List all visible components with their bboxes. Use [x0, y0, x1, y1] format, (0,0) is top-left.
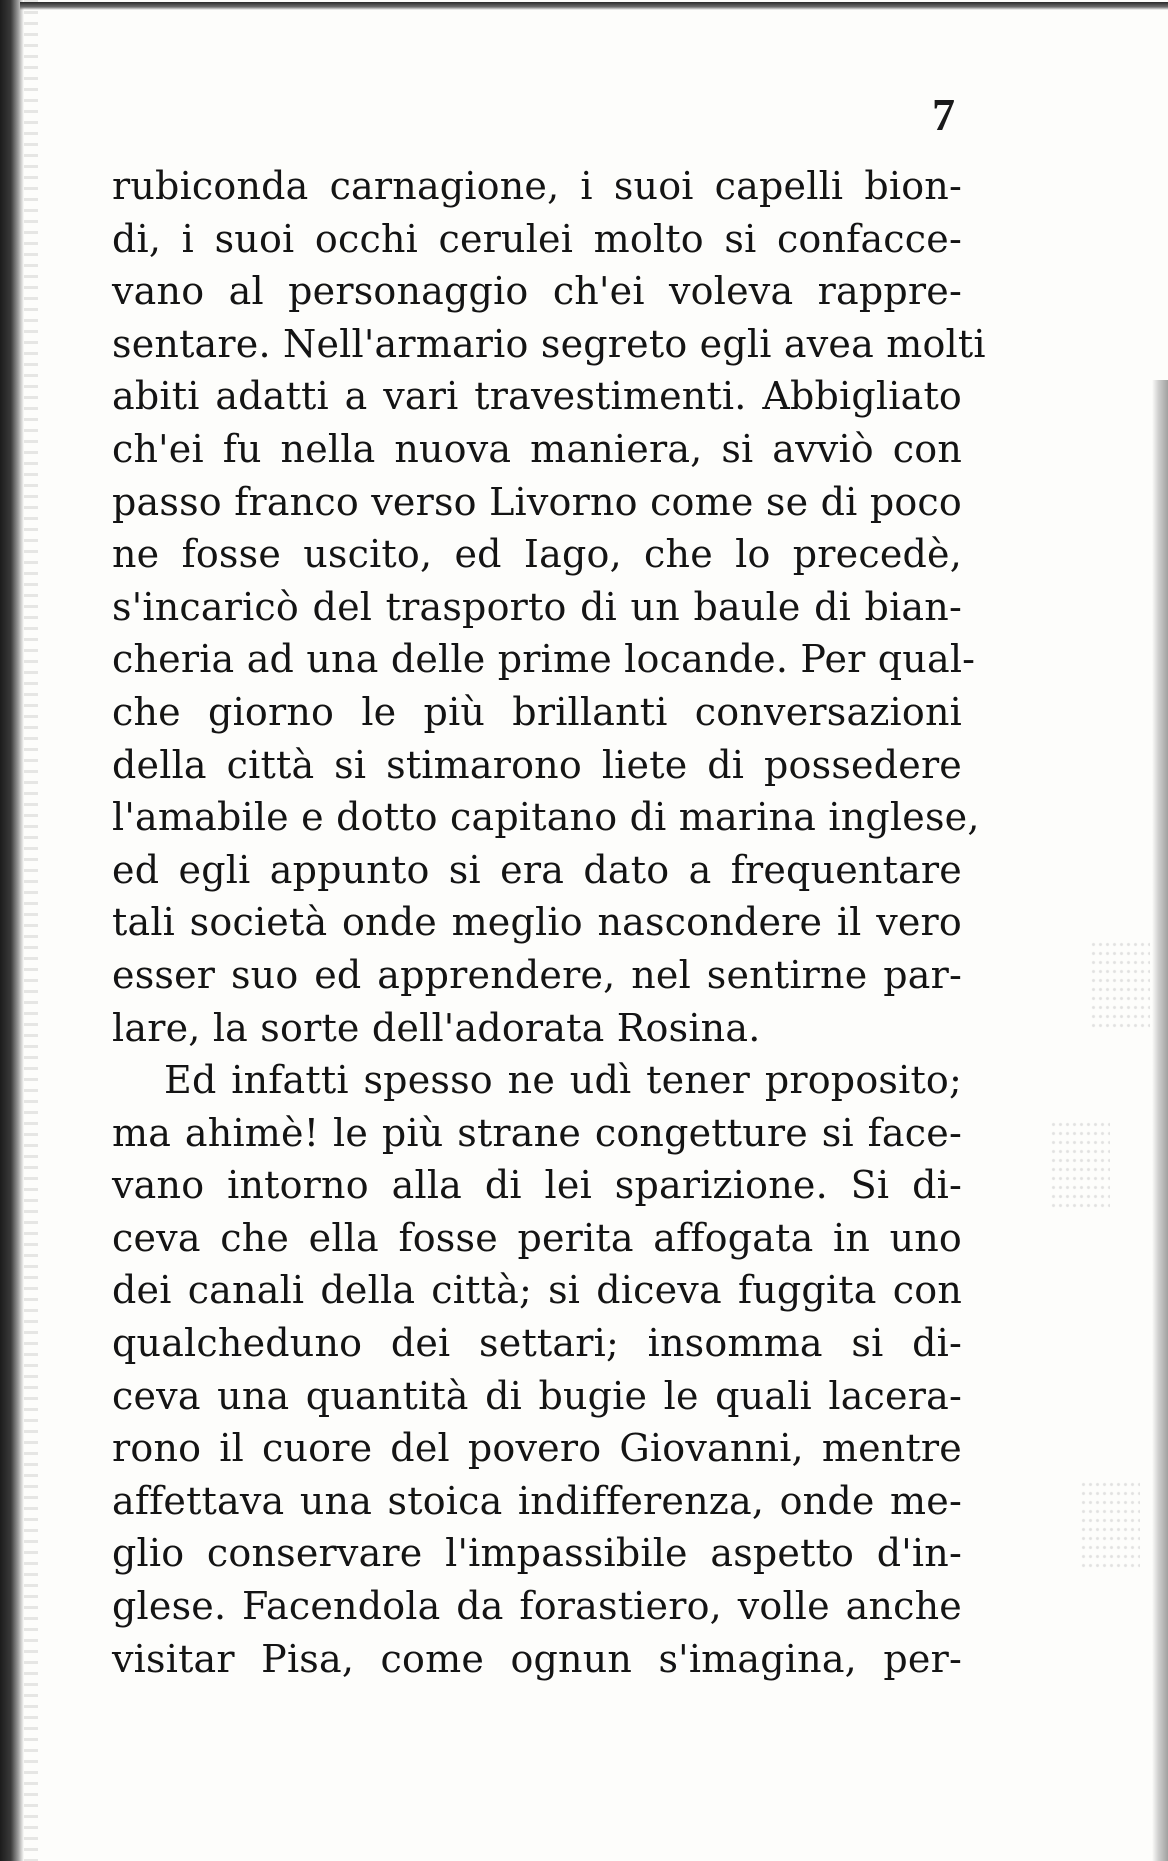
page-number: 7: [932, 89, 955, 140]
text-line: di, i suoi occhi cerulei molto si confacce-: [112, 216, 962, 261]
text-line: tali società onde meglio nascondere il vero: [112, 900, 962, 945]
page-left-edge-speckle: [24, 0, 38, 1861]
text-line: glio conservare l'impassibile aspetto d'in-: [112, 1531, 962, 1576]
text-line: ed egli appunto si era dato a frequentare: [112, 847, 962, 892]
text-line: ma ahimè! le più strane congetture si face-: [112, 1110, 962, 1155]
scan-speckle: [1080, 1480, 1140, 1570]
scan-speckle: [1050, 1120, 1110, 1210]
text-line: esser suo ed apprendere, nel sentirne par-: [112, 952, 962, 997]
text-line: rubiconda carnagione, i suoi capelli bion-: [112, 164, 962, 208]
page-top-edge: [20, 2, 1168, 10]
text-line: che giorno le più brillanti conversazioni: [112, 689, 962, 734]
text-line: ceva una quantità di bugie le quali lacera-: [112, 1373, 962, 1418]
text-line: affettava una stoica indifferenza, onde me-: [112, 1478, 962, 1523]
text-line: rono il cuore del povero Giovanni, mentre: [112, 1426, 962, 1471]
text-line: qualcheduno dei settari; insomma si di-: [112, 1321, 962, 1366]
text-line: cheria ad una delle prime locande. Per qual-: [112, 637, 976, 682]
text-line: abiti adatti a vari travestimenti. Abbigliato: [112, 374, 962, 419]
text-line: ne fosse uscito, ed Iago, che lo precedè,: [112, 532, 962, 577]
text-line: s'incaricò del trasporto di un baule di bian-: [112, 584, 962, 629]
text-line: ch'ei fu nella nuova maniera, si avviò con: [112, 426, 962, 471]
text-line: passo franco verso Livorno come se di poco: [112, 479, 962, 524]
body-text: [112, 160, 986, 1685]
text-line: ceva che ella fosse perita affogata in uno: [112, 1215, 962, 1260]
text-line-paragraph-end: lare, la sorte dell'adorata Rosina.: [112, 1005, 761, 1050]
text-line: dei canali della città; si diceva fuggita con: [112, 1268, 962, 1313]
text-line: della città si stimarono liete di possedere: [112, 742, 962, 787]
text-line-paragraph-start: Ed infatti spesso ne udì tener proposito;: [164, 1058, 962, 1103]
text-line: visitar Pisa, come ognun s'imagina, per-: [112, 1636, 962, 1681]
text-line: sentare. Nell'armario segreto egli avea molti: [112, 321, 986, 366]
text-line: vano intorno alla di lei sparizione. Si di-: [112, 1163, 962, 1208]
text-line: glese. Facendola da forastiero, volle anche: [112, 1584, 962, 1629]
page-right-edge: [1152, 380, 1168, 1861]
scan-speckle: [1090, 940, 1150, 1030]
page-left-edge: [0, 0, 24, 1861]
text-line: vano al personaggio ch'ei voleva rappre-: [112, 269, 962, 314]
text-line: l'amabile e dotto capitano di marina inglese,: [112, 795, 980, 840]
